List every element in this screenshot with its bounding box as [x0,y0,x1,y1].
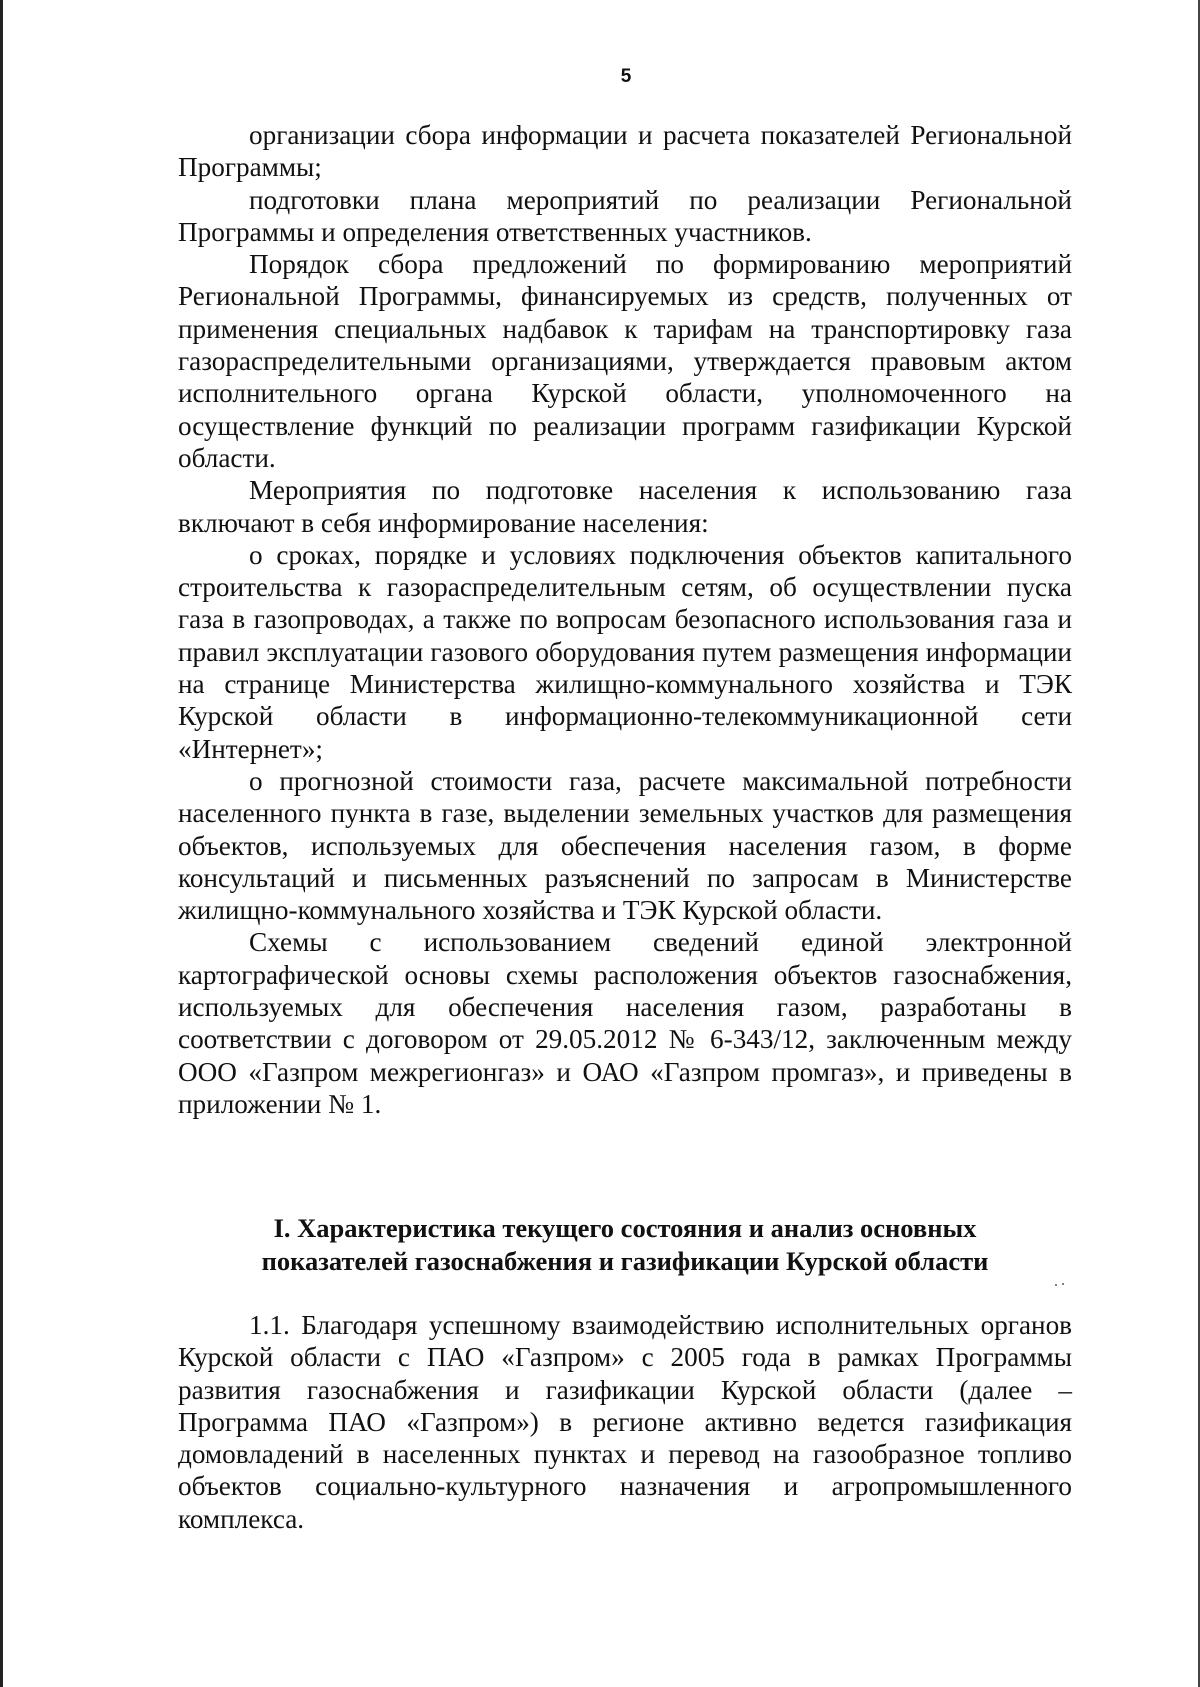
section-text [178,1309,1072,1535]
paragraph-proposal-procedure: Порядок сбора предложений по формированию мероприятий Региональной Программы, финансируемых из средств, полученных от применения специальных надбавок к тарифам на транспортировку газа газораспределительными организациями, утверждается правовым актом исполнительного органа Курской области, уполномоченного на осуществление функций по реализации программ газификации Курской области. [178,249,1072,473]
body-text [178,119,1072,1120]
scan-edge-left [0,0,3,1687]
scan-specks [1055,1283,1067,1287]
scan-speck [1055,1284,1057,1286]
section-heading-line-1: I. Характеристика текущего состояния и анализ основных [273,1213,977,1243]
paragraph-connection-terms: о сроках, порядке и условиях подключения объектов капитального строительства к газораспределительным сетям, об осуществлении пуска газа в газопроводах, а также по вопросам безопасного использования газа и правил эксплуатации газового оборудования путем размещения информации на странице Министерства жилищно-коммунального хозяйства и ТЭК Курской области в информационно-телекоммуникационной сети «Интернет»; [178,539,1072,764]
paragraph-population-preparation: Мероприятия по подготовке населения к использованию газа включают в себя информирование населения: [178,475,1072,538]
paragraph-gazprom-cooperation: 1.1. Благодаря успешному взаимодействию исполнительных органов Курской области с ПАО «Газпром» с 2005 года в рамках Программы развития газоснабжения и газификации Курской области (далее – Программа ПАО «Газпром») в регионе активно ведется газификация домовладений в населенных пунктах и перевод на газообразное топливо объектов социально-культурного назначения и агропромышленного комплекса. [178,1310,1072,1534]
section-heading [178,1212,1072,1278]
scan-speck [1062,1283,1064,1285]
paragraph-data-collection: организации сбора информации и расчета показателей Региональной Программы; [178,120,1072,183]
section-heading-line-2: показателей газоснабжения и газификации Курской области [261,1246,989,1276]
paragraph-action-plan: подготовки плана мероприятий по реализации Региональной Программы и определения ответственных участников. [178,184,1072,247]
paragraph-gas-cost: о прогнозной стоимости газа, расчете максимальной потребности населенного пункта в газе, выделении земельных участков для размещения объектов, используемых для обеспечения населения газом, в форме консультаций и письменных разъяснений по запросам в Министерстве жилищно-коммунального хозяйства и ТЭК Курской области. [178,765,1072,926]
page-number: 5 [620,66,632,87]
paragraph-schemes: Схемы с использованием сведений единой электронной картографической основы схемы расположения объектов газоснабжения, используемых для обеспечения населения газом, разработаны в соответствии с договором от 29.05.2012 № 6-343/12, заключенным между ООО «Газпром межрегионгаз» и ОАО «Газпром промгаз», и приведены в приложении № 1. [178,927,1072,1119]
